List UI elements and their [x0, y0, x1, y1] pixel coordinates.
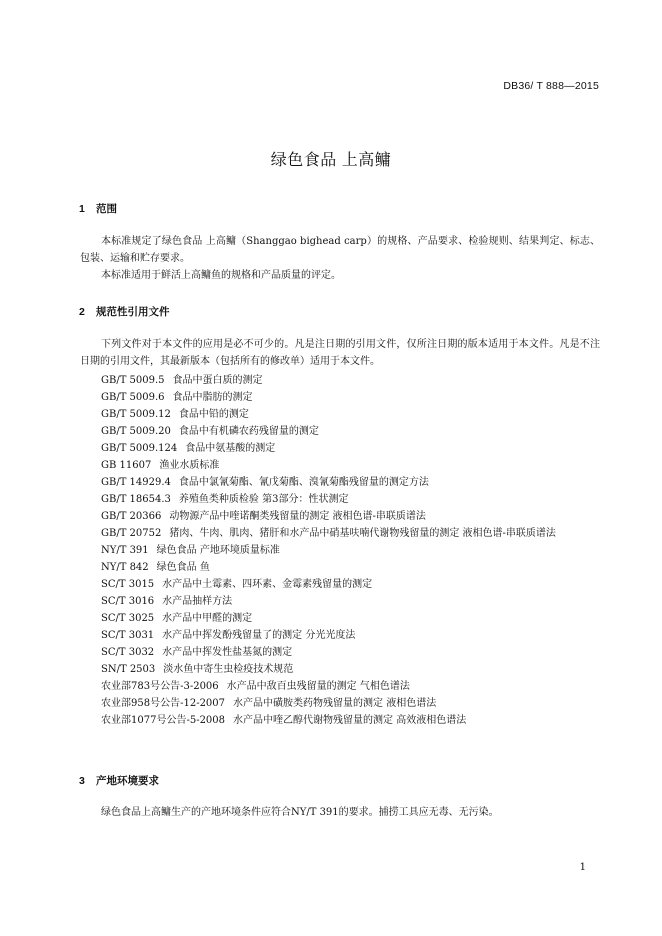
reference-code: GB/T 20752 [101, 528, 162, 539]
reference-title: 绿色食品 鱼 [156, 562, 210, 573]
reference-code: GB/T 5009.5 [101, 375, 165, 386]
reference-code: NY/T 842 [101, 562, 149, 573]
reference-item [80, 508, 600, 525]
reference-code: 农业部783号公告-3-2006 [101, 681, 219, 692]
reference-title: 水产品中挥发酚残留量了的测定 分光光度法 [162, 630, 356, 641]
section-1-paragraph-1: 本标准规定了绿色食品 上高鳙（Shanggao bighead carp）的规格、产品要求、检验规则、结果判定、标志、包装、运输和贮存要求。 [80, 236, 600, 264]
reference-item [80, 525, 600, 542]
section-number: 2 [79, 306, 85, 318]
reference-title: 动物源产品中喹诺酮类残留量的测定 液相色谱-串联质谱法 [169, 511, 426, 522]
reference-title: 水产品中土霉素、四环素、金霉素残留量的测定 [162, 579, 373, 590]
section-number: 3 [79, 775, 85, 787]
reference-item [80, 440, 600, 457]
reference-item [80, 474, 600, 491]
reference-code: SC/T 3031 [101, 630, 155, 641]
section-1-heading [79, 201, 117, 216]
reference-code: GB/T 18654.3 [101, 494, 171, 505]
reference-code: GB/T 5009.6 [101, 392, 165, 403]
reference-item [80, 695, 600, 712]
reference-title: 食品中有机磷农药残留量的测定 [178, 426, 319, 437]
reference-code: SC/T 3032 [101, 647, 155, 658]
reference-item [80, 712, 600, 729]
section-2-heading [79, 304, 170, 319]
reference-title: 水产品中喹乙醇代谢物残留量的测定 高效液相色谱法 [233, 715, 467, 726]
reference-item [80, 491, 600, 508]
reference-code: NY/T 391 [101, 545, 149, 556]
reference-title: 水产品中磺胺类药物残留量的测定 液相色谱法 [233, 698, 437, 709]
reference-item [80, 542, 600, 559]
reference-code: SN/T 2503 [101, 664, 156, 675]
section-title: 规范性引用文件 [96, 306, 170, 318]
section-title: 产地环境要求 [96, 775, 159, 787]
reference-item [80, 423, 600, 440]
reference-code: 农业部958号公告-12-2007 [101, 698, 226, 709]
reference-title: 养殖鱼类种质检验 第3部分：性状测定 [178, 494, 349, 505]
reference-code: GB/T 5009.124 [101, 443, 178, 454]
reference-title: 猪肉、牛肉、肌肉、猪肝和水产品中硝基呋喃代谢物残留量的测定 液相色谱-串联质谱法 [169, 528, 556, 539]
section-title: 范围 [96, 203, 117, 215]
page-number: 1 [579, 862, 586, 873]
reference-code: SC/T 3025 [101, 613, 155, 624]
reference-item [80, 644, 600, 661]
reference-title: 食品中蛋白质的测定 [172, 375, 263, 386]
normative-references-list [80, 372, 600, 729]
reference-code: GB/T 20366 [101, 511, 162, 522]
reference-title: 水产品中甲醛的测定 [162, 613, 253, 624]
standard-code: DB36/ T 888—2015 [503, 80, 599, 92]
section-1-paragraph-2: 本标准适用于鲜活上高鳙鱼的规格和产品质量的评定。 [101, 270, 341, 281]
reference-code: GB/T 14929.4 [101, 477, 171, 488]
reference-title: 水产品中敌百虫残留量的测定 气相色谱法 [226, 681, 410, 692]
section-3-heading [79, 773, 159, 788]
section-3-paragraph-1: 绿色食品上高鳙生产的产地环境条件应符合NY/T 391的要求。捕捞工具应无毒、无污染。 [101, 807, 499, 818]
reference-item [80, 593, 600, 610]
section-2-paragraph-1: 下列文件对于本文件的应用是必不可少的。凡是注日期的引用文件，仅所注日期的版本适用于本文件。凡是不注日期的引用文件，其最新版本（包括所有的修改单）适用于本文件。 [80, 339, 600, 367]
reference-title: 绿色食品 产地环境质量标准 [156, 545, 280, 556]
reference-item [80, 576, 600, 593]
reference-title: 食品中氯氰菊酯、氰戊菊酯、溴氰菊酯残留量的测定方法 [178, 477, 429, 488]
reference-code: GB 11607 [101, 460, 152, 471]
reference-item [80, 627, 600, 644]
reference-title: 食品中脂肪的测定 [172, 392, 253, 403]
reference-item [80, 610, 600, 627]
reference-code: GB/T 5009.20 [101, 426, 171, 437]
reference-title: 食品中铅的测定 [178, 409, 249, 420]
reference-item [80, 661, 600, 678]
reference-code: 农业部1077号公告-5-2008 [101, 715, 226, 726]
reference-item [80, 389, 600, 406]
document-title: 绿色食品 上高鳙 [270, 152, 392, 169]
reference-code: GB/T 5009.12 [101, 409, 171, 420]
reference-title: 渔业水质标准 [159, 460, 220, 471]
reference-item [80, 406, 600, 423]
reference-code: SC/T 3016 [101, 596, 155, 607]
reference-title: 水产品中挥发性盐基氮的测定 [162, 647, 293, 658]
reference-item [80, 372, 600, 389]
section-number: 1 [79, 203, 85, 215]
reference-item [80, 457, 600, 474]
reference-code: SC/T 3015 [101, 579, 155, 590]
reference-item [80, 678, 600, 695]
reference-title: 水产品抽样方法 [162, 596, 233, 607]
reference-title: 淡水鱼中寄生虫检疫技术规范 [163, 664, 294, 675]
reference-title: 食品中氨基酸的测定 [185, 443, 276, 454]
reference-item [80, 559, 600, 576]
